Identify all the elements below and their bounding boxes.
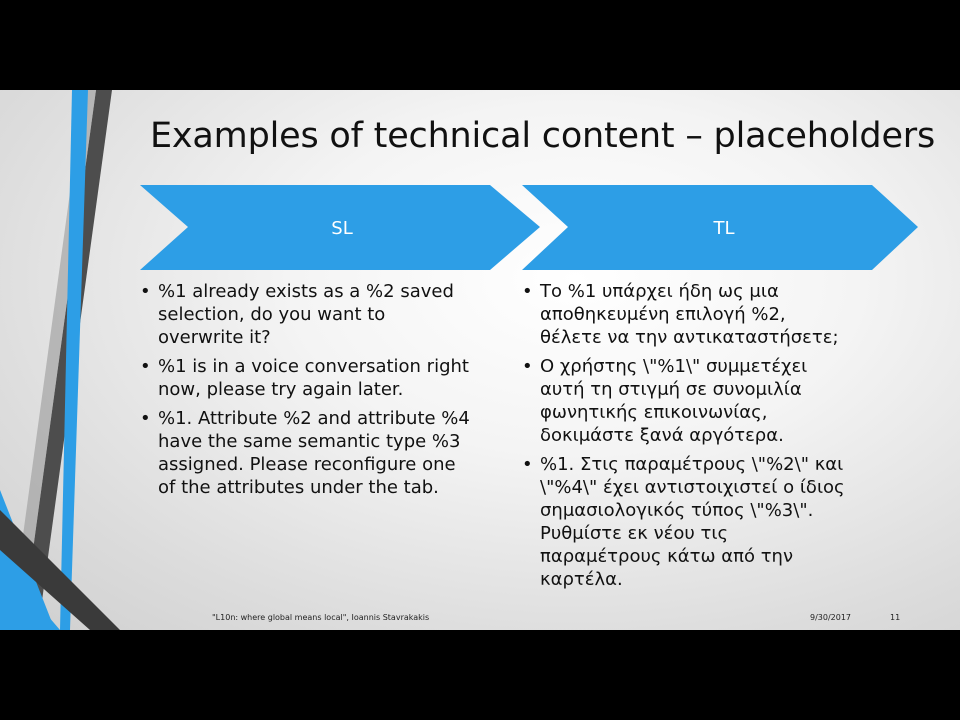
tl-item: • Ο χρήστης \"%1\" συμμετέχει αυτή τη στιγμή σε συνομιλία φωνητικής επικοινωνίας, δοκιμάστε ξανά αργότερα.	[522, 355, 852, 447]
tl-column	[522, 280, 852, 597]
tl-header: TL	[713, 218, 735, 239]
footer-credit: "L10n: where global means local", Ioannis Stavrakakis	[212, 613, 430, 622]
sl-item: • %1. Attribute %2 and attribute %4 have the same semantic type %3 assigned. Please reconfigure one of the attributes under the tab.	[140, 407, 470, 499]
slide	[0, 90, 960, 630]
sl-item: • %1 already exists as a %2 saved selection, do you want to overwrite it?	[140, 280, 470, 349]
sl-header: SL	[331, 218, 353, 239]
tl-item: • %1. Στις παραμέτρους \"%2\" και \"%4\" έχει αντιστοιχιστεί ο ίδιος σημασιολογικός τύπος \"%3\". Ρυθμίστε εκ νέου τις παραμέτρους κάτω από την καρτέλα.	[522, 453, 852, 591]
header-arrows	[0, 90, 960, 290]
tl-item: • Το %1 υπάρχει ήδη ως μια αποθηκευμένη επιλογή %2, θέλετε να την αντικαταστήσετε;	[522, 280, 852, 349]
sl-column	[140, 280, 470, 505]
footer-date: 9/30/2017	[810, 613, 852, 622]
sl-item: • %1 is in a voice conversation right now, please try again later.	[140, 355, 470, 401]
page-number: 11	[890, 613, 901, 622]
slide-title: Examples of technical content – placeholders	[150, 116, 936, 156]
